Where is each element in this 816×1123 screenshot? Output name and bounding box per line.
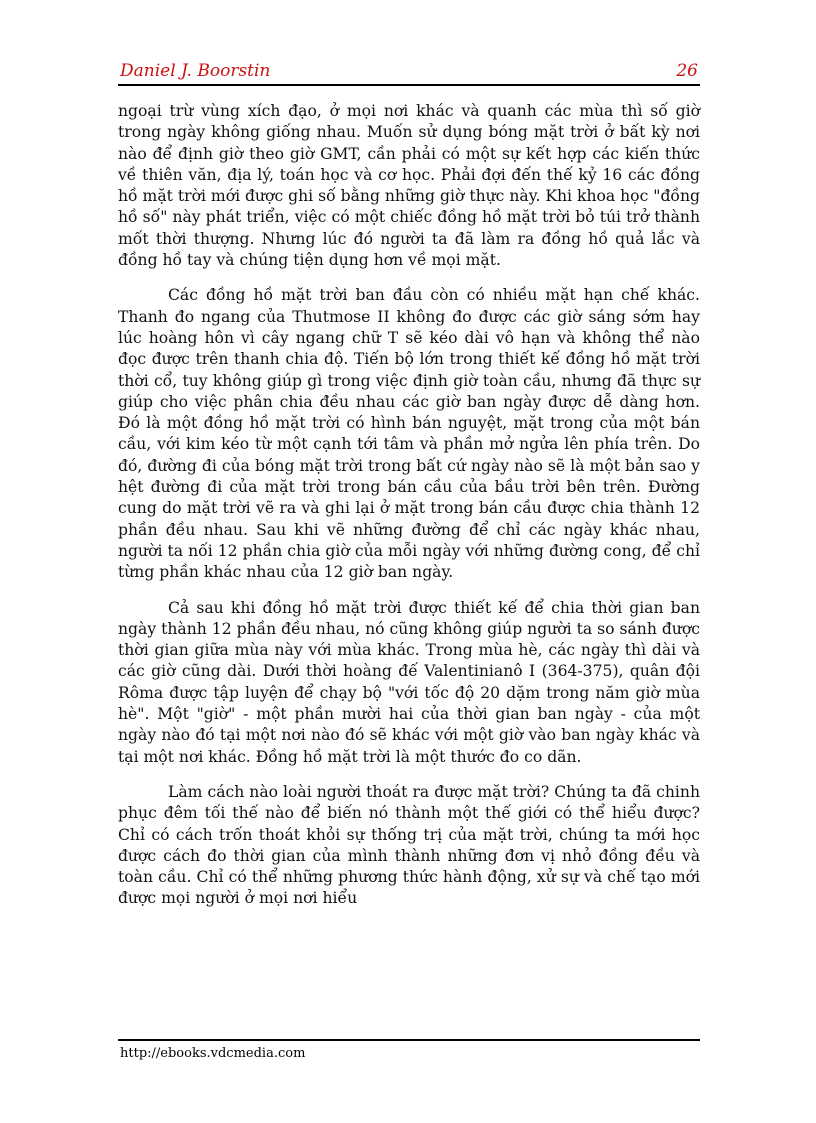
- running-head-author: Daniel J. Boorstin: [120, 61, 271, 81]
- paragraph-3: Cả sau khi đồng hồ mặt trời được thiết kế để chia thời gian ban ngày thành 12 phần đều nhau, nó cũng không giúp người ta so sánh được thời gian giữa mùa này với mùa khác. Trong mùa hè, các ngày thì dài và các giờ cũng dài. Dưới thời hoàng đế Valentinianô I (364-375), quân đội Rôma được tập luyện để chạy bộ "với tốc độ 20 dặm trong năm giờ mùa hè". Một "giờ" - một phần mười hai của thời gian ban ngày - của một ngày nào đó tại một nơi nào đó sẽ khác với một giờ vào ban ngày khác và tại một nơi khác. Đồng hồ mặt trời là một thước đo co dãn.: [118, 598, 700, 766]
- footer-url[interactable]: http://ebooks.vdcmedia.com: [120, 1046, 306, 1061]
- paragraph-4: Làm cách nào loài người thoát ra được mặt trời? Chúng ta đã chinh phục đêm tối thế nào để biến nó thành một thế giới có thể hiểu được? Chỉ có cách trốn thoát khỏi sự thống trị của mặt trời, chúng ta mới học được cách đo thời gian của mình thành những đơn vị nhỏ đồng đều và toàn cầu. Chỉ có thể những phương thức hành động, xử sự và chế tạo mới được mọi người ở mọi nơi hiểu: [118, 782, 700, 908]
- footer-divider: [118, 1039, 700, 1041]
- body-text: [118, 101, 700, 924]
- page-number: 26: [676, 61, 698, 81]
- paragraph-1: ngoại trừ vùng xích đạo, ở mọi nơi khác và quanh các mùa thì số giờ trong ngày không giống nhau. Muốn sử dụng bóng mặt trời ở bất kỳ nơi nào để định giờ theo giờ GMT, cần phải có một sự kết hợp các kiến thức về thiên văn, địa lý, toán học và cơ học. Phải đợi đến thế kỷ 16 các đồng hồ mặt trời mới được ghi số bằng những giờ thực này. Khi khoa học "đồng hồ số" này phát triển, việc có một chiếc đồng hồ mặt trời bỏ túi trở thành mốt thời thượng. Nhưng lúc đó người ta đã làm ra đồng hồ quả lắc và đồng hồ tay và chúng tiện dụng hơn về mọi mặt.: [118, 102, 700, 270]
- header-divider: [118, 84, 700, 86]
- page-header: [118, 58, 700, 84]
- paragraph-2: Các đồng hồ mặt trời ban đầu còn có nhiều mặt hạn chế khác. Thanh đo ngang của Thutmose II không đo được các giờ sáng sớm hay lúc hoàng hôn vì cây ngang chữ T sẽ kéo dài vô hạn và không thể nào đọc được trên thanh chia độ. Tiến bộ lớn trong thiết kế đồng hồ mặt trời thời cổ, tuy không giúp gì trong việc định giờ toàn cầu, nhưng đã thực sự giúp cho việc phân chia đều nhau các giờ ban ngày được dễ dàng hơn. Đó là một đồng hồ mặt trời có hình bán nguyệt, mặt trong của một bán cầu, với kim kéo từ một cạnh tới tâm và phần mở ngửa lên phía trên. Do đó, đường đi của bóng mặt trời trong bất cứ ngày nào sẽ là một bản sao y hệt đường đi của mặt trời trong bán cầu của bầu trời bên trên. Đường cung do mặt trời vẽ ra và ghi lại ở mặt trong bán cầu được chia thành 12 phần đều nhau. Sau khi vẽ những đường để chỉ các ngày khác nhau, người ta nối 12 phần chia giờ của mỗi ngày với những đường cong, để chỉ từng phần khác nhau của 12 giờ ban ngày.: [118, 286, 700, 582]
